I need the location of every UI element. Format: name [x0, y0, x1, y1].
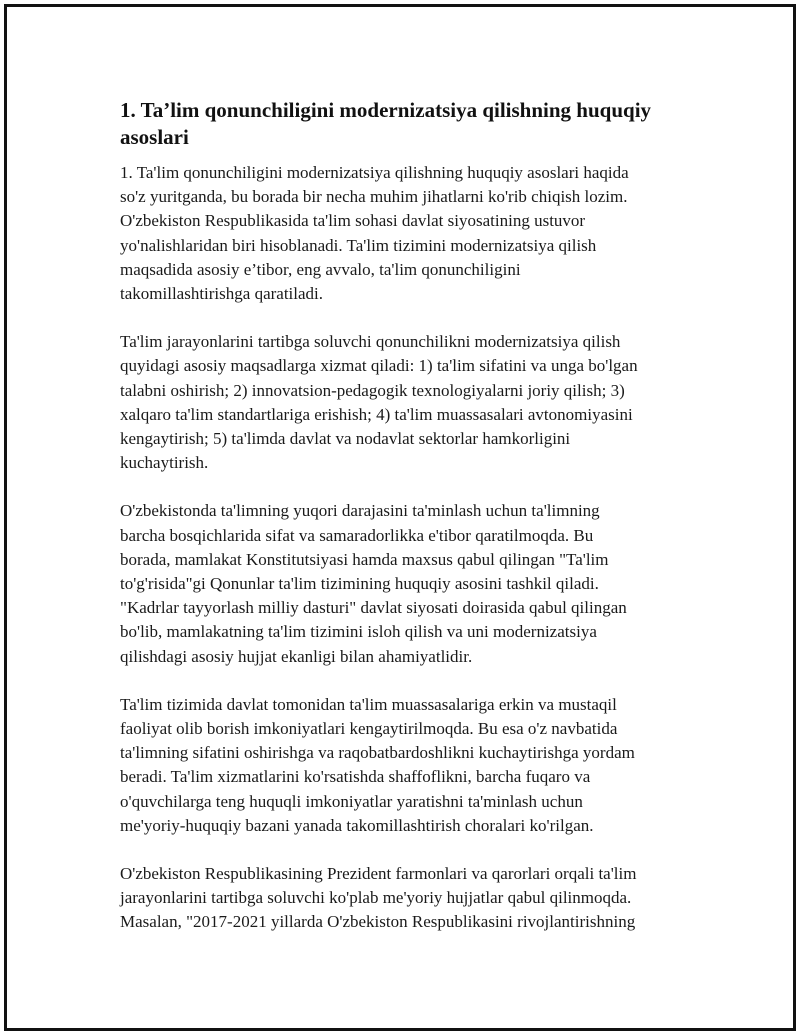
body-paragraph: [120, 499, 690, 668]
paragraph-line: to'g'risida"gi Qonunlar ta'lim tizimining huquqiy asosini tashkil qiladi.: [120, 574, 599, 594]
document-page: [4, 4, 796, 1031]
paragraph-line: borada, mamlakat Konstitutsiyasi hamda maxsus qabul qilingan "Ta'lim: [120, 549, 609, 569]
paragraph-line: kengaytirish; 5) ta'limda davlat va nodavlat sektorlar hamkorligini: [120, 429, 571, 449]
paragraph-line: faoliyat olib borish imkoniyatlari kengaytirilmoqda. Bu esa o'z navbatida: [120, 719, 618, 739]
paragraph-line: O'zbekiston Respublikasining Prezident farmonlari va qarorlari orqali ta'lim: [120, 864, 637, 884]
paragraph-line: beradi. Ta'lim xizmatlarini ko'rsatishda shaffoflikni, barcha fuqaro va: [120, 767, 591, 787]
body-paragraph: [120, 330, 690, 475]
paragraph-line: bo'lib, mamlakatning ta'lim tizimini isloh qilish va uni modernizatsiya: [120, 622, 597, 642]
paragraph-line: O'zbekiston Respublikasida ta'lim sohasi davlat siyosatining ustuvor: [120, 211, 586, 231]
paragraph-line: quyidagi asosiy maqsadlarga xizmat qiladi: 1) ta'lim sifatini va unga bo'lgan: [120, 356, 638, 376]
paragraph-line: maqsadida asosiy e’tibor, eng avvalo, ta'lim qonunchiligini: [120, 259, 521, 279]
paragraph-line: kuchaytirish.: [120, 453, 209, 473]
body-paragraph: [120, 161, 690, 306]
paragraph-line: jarayonlarini tartibga soluvchi ko'plab me'yoriy hujjatlar qabul qilinmoqda.: [120, 888, 632, 908]
section-heading: 1. Ta’lim qonunchiligini modernizatsiya qilishning huquqiy asoslari: [120, 98, 652, 149]
paragraph-line: 1. Ta'lim qonunchiligini modernizatsiya qilishning huquqiy asoslari haqida: [120, 163, 629, 182]
paragraph-line: Ta'lim tizimida davlat tomonidan ta'lim muassasalariga erkin va mustaqil: [120, 694, 617, 714]
paragraph-line: Masalan, "2017-2021 yillarda O'zbekiston Respublikasini rivojlantirishning: [120, 912, 636, 932]
body-paragraph: [120, 693, 690, 838]
paragraph-line: Ta'lim jarayonlarini tartibga soluvchi qonunchilikni modernizatsiya qilish: [120, 332, 621, 352]
paragraph-line: ta'limning sifatini oshirishga va raqobatbardoshlikni kuchaytirishga yordam: [120, 743, 635, 763]
paragraph-line: o'quvchilarga teng huquqli imkoniyatlar yaratishni ta'minlash uchun: [120, 791, 583, 811]
paragraph-line: me'yoriy-huquqiy bazani yanada takomillashtirish choralari ko'rilgan.: [120, 815, 594, 835]
body-paragraph: [120, 862, 690, 935]
paragraph-line: xalqaro ta'lim standartlariga erishish; 4) ta'lim muassasalari avtonomiyasini: [120, 404, 633, 424]
paragraph-line: so'z yuritganda, bu borada bir necha muhim jihatlarni ko'rib chiqish lozim.: [120, 187, 628, 207]
paragraph-line: qilishdagi asosiy hujjat ekanligi bilan ahamiyatlidir.: [120, 646, 473, 666]
paragraph-line: O'zbekistonda ta'limning yuqori darajasini ta'minlash uchun ta'limning: [120, 501, 600, 521]
paragraph-line: yo'nalishlaridan biri hisoblanadi. Ta'lim tizimini modernizatsiya qilish: [120, 235, 597, 255]
paragraph-line: barcha bosqichlarida sifat va samaradorlikka e'tibor qaratilmoqda. Bu: [120, 525, 594, 545]
paragraph-line: "Kadrlar tayyorlash milliy dasturi" davlat siyosati doirasida qabul qilingan: [120, 598, 627, 618]
paragraph-line: takomillashtirishga qaratiladi.: [120, 284, 324, 304]
paragraph-line: talabni oshirish; 2) innovatsion-pedagogik texnologiyalarni joriy qilish; 3): [120, 380, 625, 400]
document-content: [120, 97, 690, 959]
paragraph-list: [120, 161, 690, 935]
